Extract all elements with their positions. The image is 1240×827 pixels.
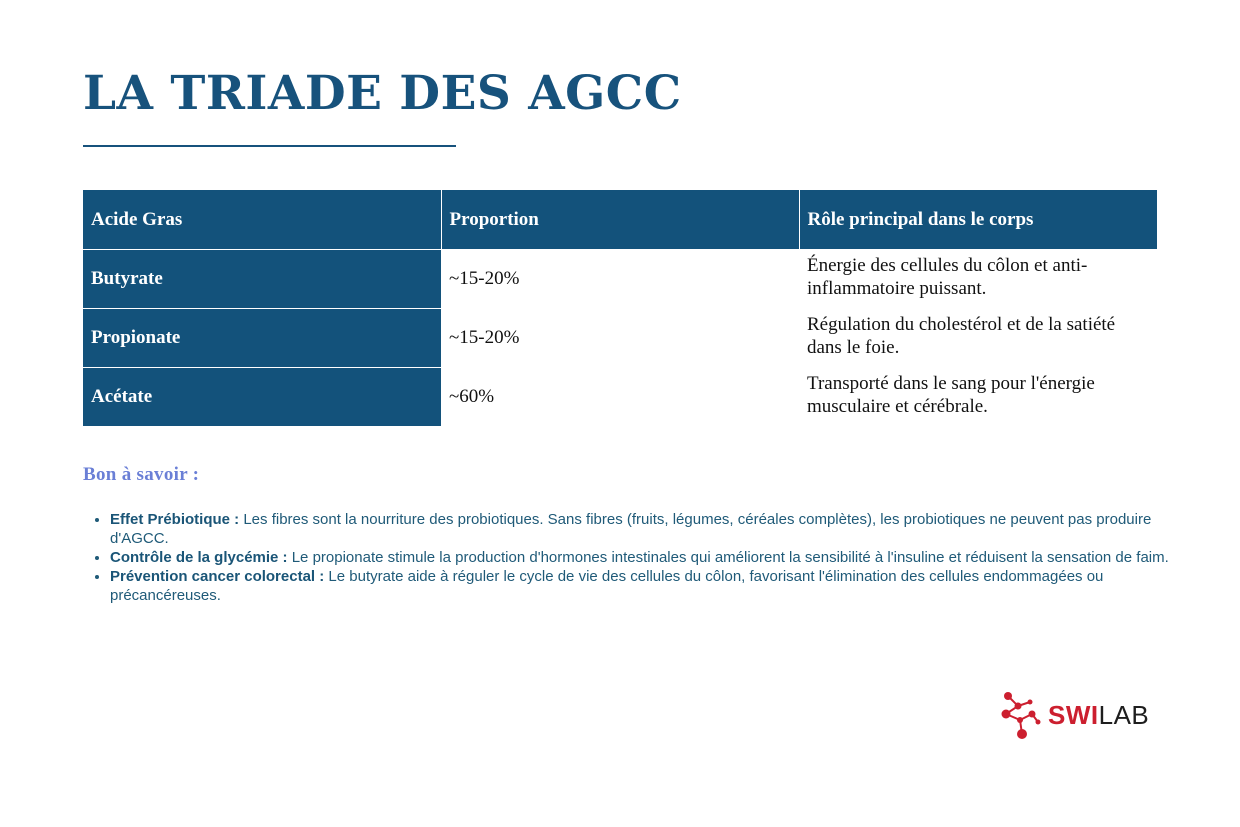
page-title: LA TRIADE DES AGCC	[83, 66, 682, 121]
table-header-row	[83, 190, 1157, 249]
logo-wordmark: SWILAB	[1048, 700, 1150, 730]
header-role: Rôle principal dans le corps	[799, 190, 1157, 249]
table-row	[83, 367, 1157, 426]
acid-name: Propionate	[83, 308, 441, 367]
acid-role: Énergie des cellules du côlon et anti-inflammatoire puissant.	[807, 255, 1088, 299]
table-row	[83, 249, 1157, 308]
list-item	[110, 510, 1190, 548]
acid-name: Butyrate	[83, 249, 441, 308]
tip-label: Contrôle de la glycémie :	[110, 549, 288, 566]
swilab-logo	[998, 688, 1158, 742]
acid-role: Régulation du cholestérol et de la satiété dans le foie.	[807, 314, 1116, 358]
list-item	[110, 567, 1190, 605]
acid-proportion: ~60%	[449, 386, 495, 407]
bon-a-savoir-list	[83, 510, 1190, 605]
bon-a-savoir-title: Bon à savoir :	[83, 464, 200, 485]
acid-role: Transporté dans le sang pour l'énergie musculaire et cérébrale.	[807, 373, 1095, 417]
title-underline	[83, 145, 456, 147]
tip-label: Effet Prébiotique :	[110, 511, 240, 528]
acid-proportion: ~15-20%	[449, 327, 520, 348]
tip-text: Les fibres sont la nourriture des probiotiques. Sans fibres (fruits, légumes, céréales complètes), les probiotiques ne peuvent pas produire d'AGCC.	[110, 511, 1152, 547]
acid-name: Acétate	[83, 367, 441, 426]
tip-text: Le propionate stimule la production d'hormones intestinales qui améliorent la sensibilité à l'insuline et réduisent la sensation de faim.	[287, 549, 1169, 566]
list-item	[110, 548, 1190, 567]
tip-label: Prévention cancer colorectal :	[110, 568, 325, 585]
tip-text: Le butyrate aide à réguler le cycle de vie des cellules du côlon, favorisant l'élimination des cellules endommagées ou précancéreuses.	[110, 568, 1104, 604]
molecule-icon	[998, 688, 1044, 742]
acid-proportion: ~15-20%	[449, 268, 520, 289]
agcc-table	[83, 190, 1157, 426]
header-proportion: Proportion	[441, 190, 799, 249]
header-acide-gras: Acide Gras	[83, 190, 441, 249]
table-row	[83, 308, 1157, 367]
